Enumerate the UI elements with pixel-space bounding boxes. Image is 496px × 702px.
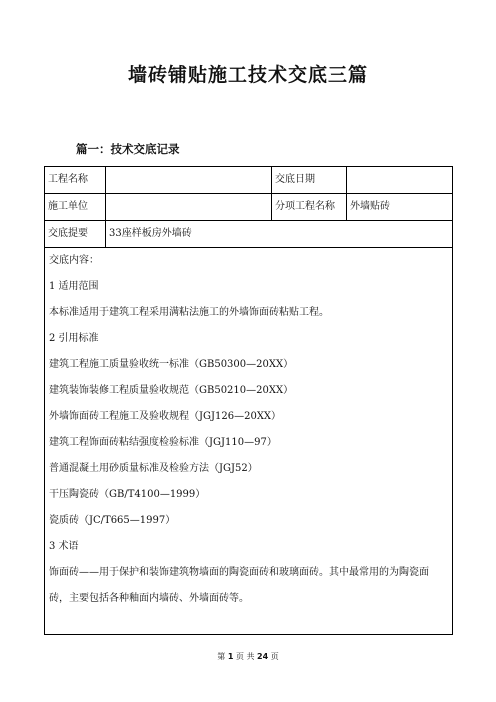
table-row: [45, 248, 453, 635]
section-heading: 篇一：技术交底记录: [76, 142, 180, 156]
table-row: [45, 167, 453, 194]
disclosure-date-label: 交底日期: [272, 167, 347, 194]
content-line: 普通混凝土用砂质量标准及检验方法（JGJ52）: [49, 463, 258, 474]
disclosure-date-value: [347, 167, 453, 194]
content-line: 干压陶瓷砖（GB/T4100—1999）: [49, 489, 206, 500]
disclosure-record-table: [44, 166, 453, 635]
disclosure-content: [45, 248, 453, 635]
content-line: 瓷质砖（JC/T665—1997）: [49, 515, 176, 526]
content-line: 本标准适用于建筑工程采用满粘法施工的外墙饰面砖粘贴工程。: [49, 307, 329, 318]
construction-unit-value: [106, 194, 272, 221]
project-name-label: 工程名称: [45, 167, 106, 194]
document-title: 墙砖铺贴施工技术交底三篇: [127, 64, 368, 86]
content-line: 建筑装饰装修工程质量验收规范（GB50210—20XX）: [49, 385, 294, 396]
subproject-name-value: 外墙贴砖: [347, 194, 453, 221]
content-line: 2 引用标准: [49, 333, 99, 344]
content-line: 1 适用范围: [49, 281, 99, 292]
content-line: 3 术语: [49, 541, 79, 552]
page-footer: 第 1 页 共 24 页: [217, 652, 279, 661]
table-row: [45, 221, 453, 248]
table-row: [45, 194, 453, 221]
content-line: 建筑工程饰面砖粘结强度检验标准（JGJ110—97）: [49, 437, 277, 448]
current-page: 1: [227, 652, 234, 661]
content-line: 建筑工程施工质量验收统一标准（GB50300—20XX）: [49, 359, 294, 370]
construction-unit-label: 施工单位: [45, 194, 106, 221]
summary-label: 交底提要: [45, 221, 106, 248]
project-name-value: [106, 167, 272, 194]
summary-value: 33座样板房外墙砖: [106, 221, 453, 248]
content-line: 饰面砖——用于保护和装饰建筑物墙面的陶瓷面砖和玻璃面砖。其中最常用的为陶瓷面砖，主要包括各种釉面内墙砖、外墙面砖等。: [49, 567, 429, 604]
content-line: 外墙饰面砖工程施工及验收规程（JGJ126—20XX）: [49, 411, 282, 422]
subproject-name-label: 分项工程名称: [272, 194, 347, 221]
total-pages: 24: [257, 652, 269, 661]
content-heading: 交底内容：: [49, 255, 99, 266]
